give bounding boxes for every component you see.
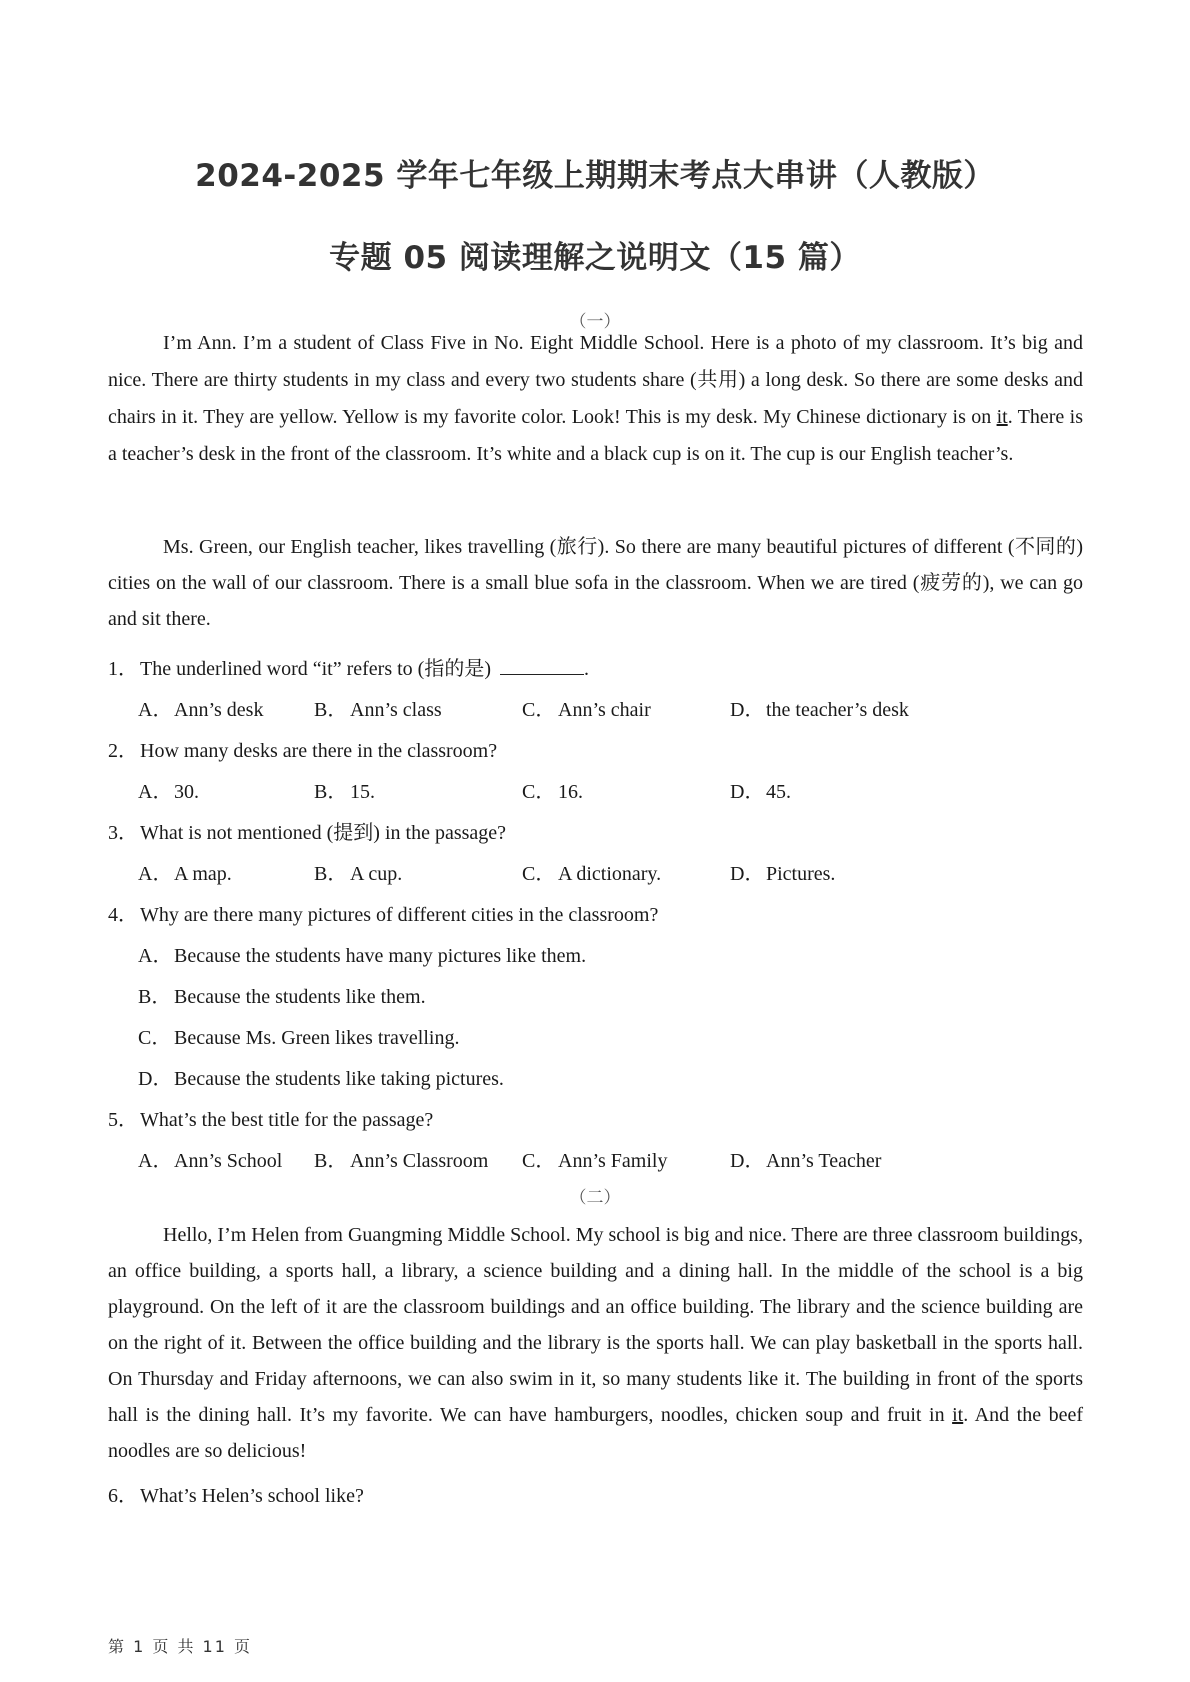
question-text: What is not mentioned (提到) in the passage? — [140, 822, 507, 844]
option-3c[interactable]: C． A dictionary. — [522, 863, 662, 885]
option-3b[interactable]: B． A cup. — [314, 863, 403, 885]
option-1b[interactable]: B． Ann’s class — [314, 699, 442, 721]
question-text: How many desks are there in the classroom? — [140, 740, 498, 762]
passage-text: . And the beef noodles are so delicious! — [108, 1404, 1084, 1462]
option-1d[interactable]: D．the teacher’s desk — [730, 699, 909, 721]
passage-2-paragraph-1 — [108, 1217, 1083, 1469]
option-4d[interactable]: D．Because the students like taking pictures. — [138, 1068, 504, 1090]
question-2 — [108, 734, 497, 763]
question-text: Why are there many pictures of different cities in the classroom? — [140, 904, 659, 926]
question-text: The underlined word “it” refers to (指的是) — [140, 658, 491, 680]
passage-text: . There is a teacher’s desk in the front of the classroom. It’s white and a black cup is on it. The cup is our English teacher’s. — [108, 406, 1083, 465]
passage-text: I’m Ann. I’m a student of Class Five in No. Eight Middle School. Here is a photo of my classroom. It’s big and nice. There are thirty students in my class and every two students share (共用) a long desk. So there are some desks and chairs in it. They are yellow. Yellow is my favorite color. Look! This is my desk. My Chinese dictionary is on — [108, 332, 1083, 428]
option-2d[interactable]: D．45. — [730, 781, 791, 803]
option-3a[interactable]: A．A map. — [138, 863, 232, 885]
question-text: What’s Helen’s school like? — [140, 1485, 364, 1507]
option-2a[interactable]: A．30. — [138, 781, 199, 803]
question-end: . — [584, 658, 589, 680]
page-footer: 第 1 页 共 11 页 — [108, 1637, 252, 1656]
section-label-1: （一） — [569, 312, 621, 331]
option-1c[interactable]: C． Ann’s chair — [522, 699, 651, 721]
question-4 — [108, 898, 658, 927]
passage-text: Hello, I’m Helen from Guangming Middle School. My school is big and nice. There are three classroom buildings, an office building, a sports hall, a library, a science building and a dining hall. In the middle of the school is a big playground. On the left of it are the classroom buildings and an office building. The library and the science building are on the right of it. Between the office building and the library is the sports hall. We can play basketball in the sports hall. On Thursday and Friday afternoons, we can also swim in it, so many students like it. The building in front of the sports hall is the dining hall. It’s my favorite. We can have hamburgers, noodles, chicken soup and fruit in — [108, 1224, 1083, 1426]
question-3 — [108, 816, 506, 845]
question-number: 6． — [108, 1485, 138, 1507]
option-4b[interactable]: B． Because the students like them. — [138, 986, 426, 1008]
underlined-word: it — [952, 1404, 964, 1426]
passage-1-paragraph-1 — [108, 325, 1083, 473]
option-5a[interactable]: A．Ann’s School — [138, 1150, 283, 1172]
answer-blank — [500, 656, 584, 675]
option-2b[interactable]: B． 15. — [314, 781, 375, 803]
question-1 — [108, 652, 589, 681]
question-number: 2． — [108, 740, 138, 762]
question-number: 5． — [108, 1109, 138, 1131]
question-text: What’s the best title for the passage? — [140, 1109, 434, 1131]
document-subtitle: 专题 05 阅读理解之说明文（15 篇） — [329, 240, 861, 276]
option-4c[interactable]: C． Because Ms. Green likes travelling. — [138, 1027, 460, 1049]
option-2c[interactable]: C． 16. — [522, 781, 583, 803]
question-number: 4． — [108, 904, 138, 926]
question-number: 1． — [108, 658, 138, 680]
underlined-word: it — [996, 406, 1008, 428]
passage-1-paragraph-2: Ms. Green, our English teacher, likes travelling (旅行). So there are many beautiful pictures of different (不同的) cities on the wall of our classroom. There is a small blue sofa in the classroom. When we are tired (疲劳的), we can go and sit there. — [108, 536, 1083, 630]
document-title: 2024-2025 学年七年级上期期末考点大串讲（人教版） — [195, 158, 995, 194]
option-3d[interactable]: D．Pictures. — [730, 863, 836, 885]
section-label-2: （二） — [569, 1188, 621, 1207]
option-5c[interactable]: C． Ann’s Family — [522, 1150, 668, 1172]
option-5b[interactable]: B． Ann’s Classroom — [314, 1150, 489, 1172]
question-5 — [108, 1103, 433, 1132]
question-number: 3． — [108, 822, 138, 844]
option-1a[interactable]: A．Ann’s desk — [138, 699, 264, 721]
question-6 — [108, 1479, 364, 1508]
option-5d[interactable]: D．Ann’s Teacher — [730, 1150, 882, 1172]
option-4a[interactable]: A．Because the students have many pictures like them. — [138, 945, 587, 967]
